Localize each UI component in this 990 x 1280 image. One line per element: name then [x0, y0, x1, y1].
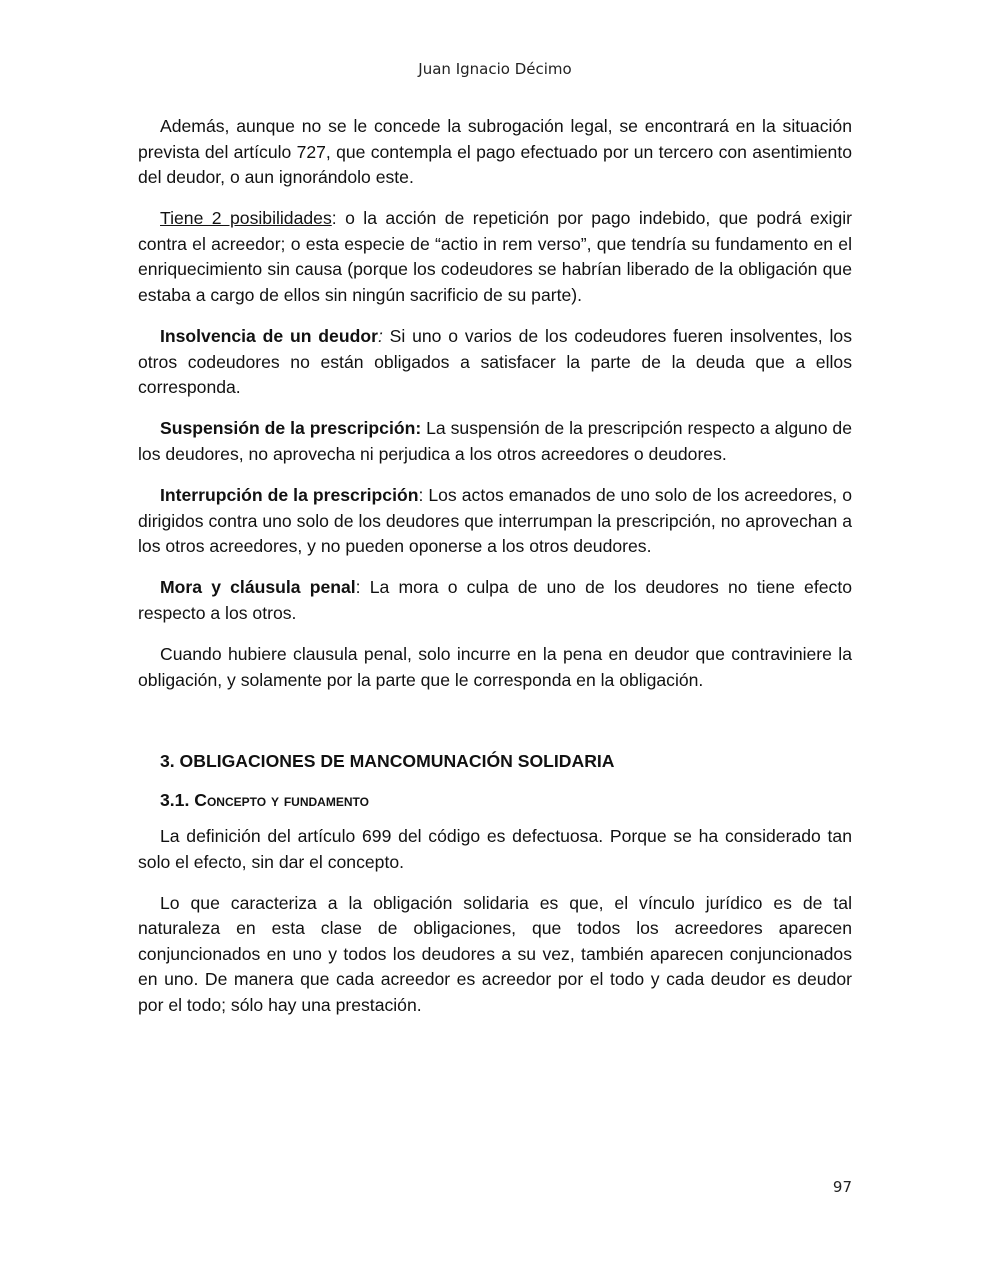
- page-number: 97: [832, 1178, 852, 1196]
- subsection-heading: [138, 788, 852, 814]
- subsection-title: Concepto y fundamento: [194, 790, 369, 811]
- paragraph-text: Lo que caracteriza a la obligación solidaria es que, el vínculo jurídico es de tal naturaleza en esta clase de obligaciones, que todos los acreedores aparecen conjuncionados en uno y todos los deudores a su vez, también aparecen conjuncionados en uno. De manera que cada acreedor es acreedor por el todo y cada deudor es deudor por el todo; sólo hay una prestación.: [138, 892, 852, 1016]
- subsection-number: 3.1.: [160, 790, 190, 811]
- paragraph-lead-bold: Insolvencia de un deudor: [160, 326, 378, 347]
- section-heading: 3. OBLIGACIONES DE MANCOMUNACIÓN SOLIDARIA: [160, 750, 615, 771]
- paragraph-subrogation: [138, 114, 852, 191]
- paragraph-lead-bold: Suspensión de la prescripción:: [160, 418, 422, 439]
- body-text: [138, 114, 852, 1034]
- paragraph-characterization: [138, 891, 852, 1019]
- paragraph-suspension: [138, 416, 852, 467]
- paragraph-text: Si uno o varios de los codeudores fueren insolventes, los otros codeudores no están obligados a satisfacer la parte de la deuda que a ellos corresponda.: [138, 326, 853, 398]
- paragraph-insolvency: [138, 324, 852, 401]
- paragraph-text: Además, aunque no se le concede la subrogación legal, se encontrará en la situación prevista del artículo 727, que contempla el pago efectuado por un tercero con asentimiento del deudor, o aun ignorándolo este.: [138, 116, 852, 188]
- section-spacer: [138, 709, 852, 749]
- paragraph-lead-bold: Mora y cláusula penal: [160, 577, 356, 598]
- paragraph-text: Cuando hubiere clausula penal, solo incurre en la pena en deudor que contraviniere la obligación, y solamente por la parte que le corresponda en la obligación.: [138, 644, 852, 690]
- paragraph-text: La suspensión de la prescripción respecto a alguno de los deudores, no aprovecha ni perjudica a los otros acreedores o deudores.: [138, 418, 852, 465]
- paragraph-two-possibilities: [138, 206, 852, 308]
- paragraph-text: : o la acción de repetición por pago indebido, que podrá exigir contra el acreedor; o esta especie de “actio in rem verso”, que tendría su fundamento en el enriquecimiento sin causa (porque los codeudores se habrían liberado de la obligación que estaba a cargo de ellos sin ningún sacrificio de su parte).: [138, 208, 853, 306]
- paragraph-text: : La mora o culpa de uno de los deudores no tiene efecto respecto a los otros.: [138, 577, 852, 623]
- running-header-author: Juan Ignacio Décimo: [418, 60, 572, 78]
- paragraph-lead-bold: Interrupción de la prescripción: [160, 485, 419, 506]
- paragraph-text: : Los actos emanados de uno solo de los acreedores, o dirigidos contra uno solo de los deudores que interrumpan la prescripción, no aprovechan a los otros acreedores, y no pueden oponerse a los otros deudores.: [138, 485, 852, 557]
- paragraph-interruption: [138, 483, 852, 560]
- paragraph-mora: [138, 575, 852, 626]
- paragraph-text: La definición del artículo 699 del código es defectuosa. Porque se ha considerado tan solo el efecto, sin dar el concepto.: [138, 825, 852, 872]
- paragraph-lead-underlined: Tiene 2 posibilidades: [160, 208, 332, 229]
- paragraph-lead-colon: :: [377, 326, 383, 347]
- paragraph-definition: [138, 824, 852, 875]
- paragraph-penal-clause: [138, 642, 852, 693]
